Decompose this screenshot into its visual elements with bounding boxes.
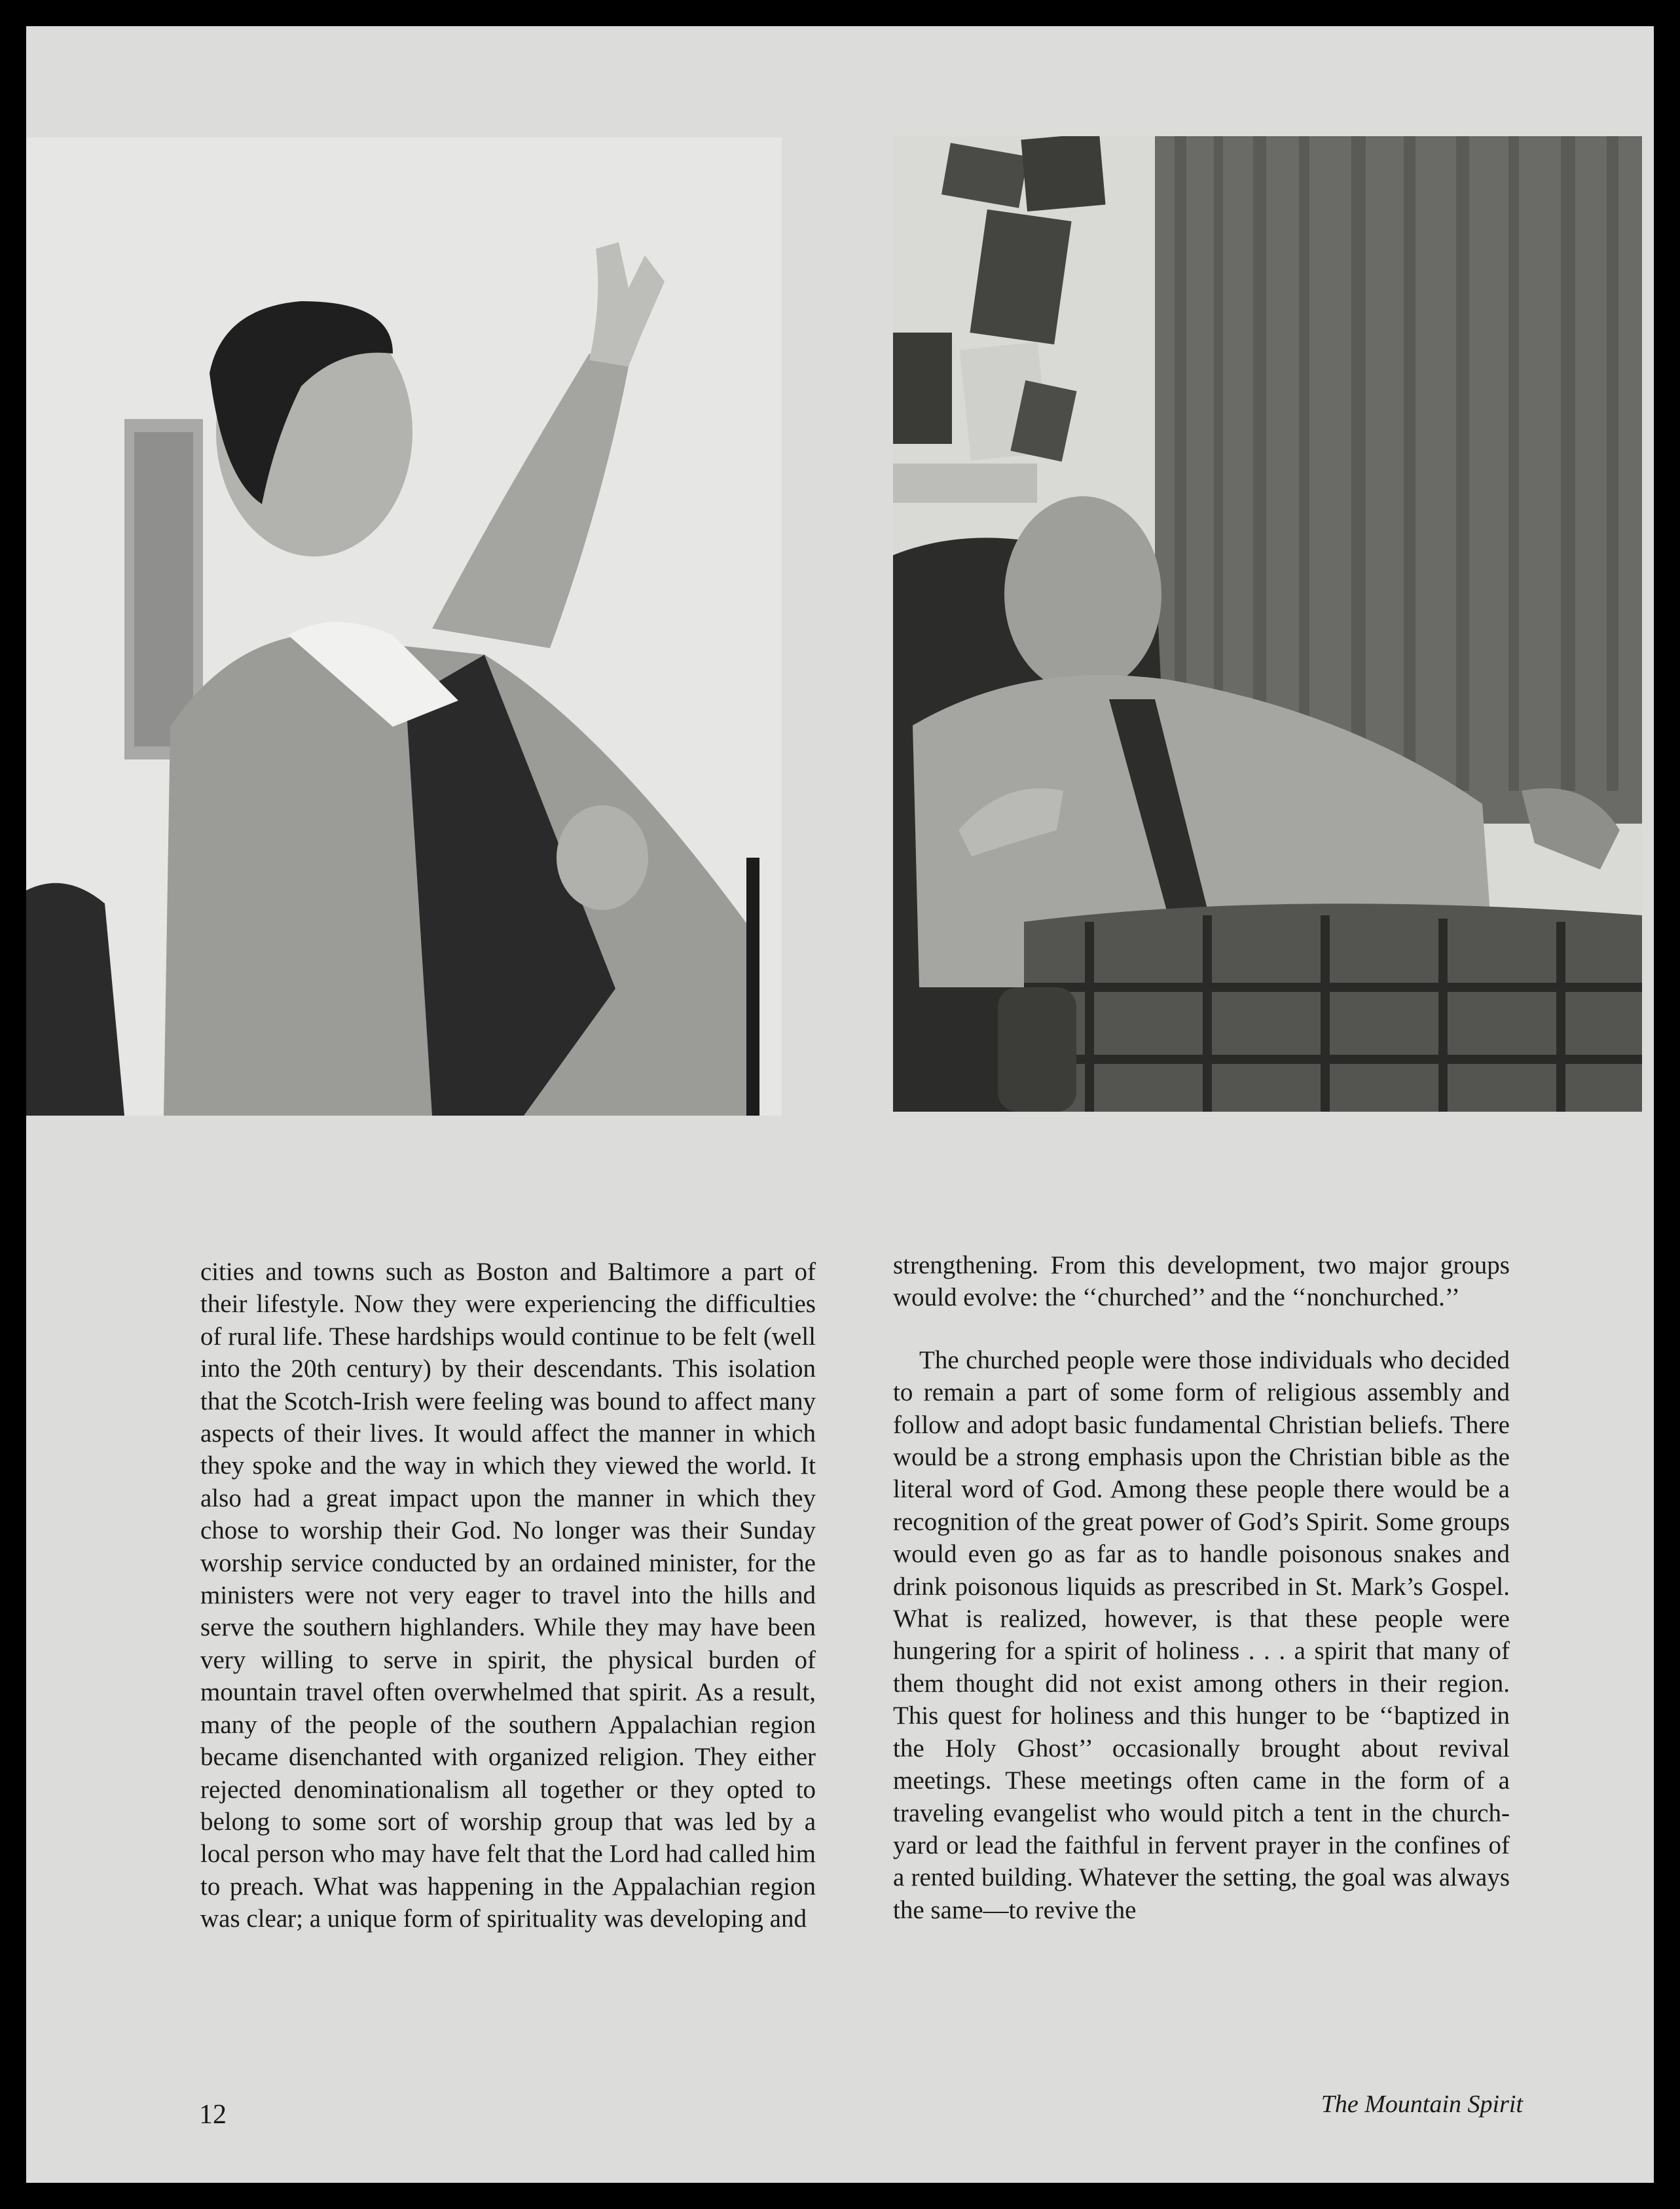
photo-elderly-man-praying-image (893, 136, 1642, 1112)
page-number: 12 (199, 2100, 227, 2130)
photo-singing-preacher-image (26, 137, 782, 1116)
article-column-left (200, 1256, 816, 1935)
article-paragraph: cities and towns such as Boston and Baltimore a part of their lifestyle. Now they were experiencing the difficulties of rural life. These hardships would continue to be felt (well into the 20th century) by their descendants. This isolation that the Scotch-Irish were feeling was bound to affect many aspects of their lives. It would affect the manner in which they spoke and the way in which they viewed the world. It also had a great impact upon the manner in which they chose to worship their God. No longer was their Sunday worship service conducted by an ordained minister, for the ministers were not very eager to travel into the hills and serve the southern highlanders. While they may have been very willing to serve in spirit, the physical burden of mountain travel often overwhelmed that spirit. As a result, many of the people of the southern Appalachian region became disenchanted with organized religion. They either rejected denominationalism all together or they opted to belong to some sort of worship group that was led by a local person who may have felt that the Lord had called him to preach. What was happening in the Appalachian region was clear; a unique form of spirituality was developing and (200, 1258, 816, 1933)
photo-elderly-man-praying (893, 136, 1642, 1112)
magazine-page (26, 26, 1654, 2183)
article-paragraph: strengthening. From this development, two major groups would evolve: the ‘‘churched’’ and the ‘‘nonchurched.’’ (893, 1251, 1510, 1312)
publication-title-footer: The Mountain Spirit (1321, 2090, 1523, 2118)
article-column-right (893, 1249, 1510, 1926)
photo-singing-preacher (26, 137, 782, 1116)
article-paragraph: The churched people were those individuals who decided to remain a part of some form of religious assembly and follow and adopt basic fundamental Christian beliefs. There would be a strong emphasis upon the Christian bible as the literal word of God. Among these people there would be a recognition of the great power of God’s Spirit. Some groups would even go as far as to handle poisonous snakes and drink poisonous liquids as prescribed in St. Mark’s Gospel. What is realized, however, is that these people were hungering for a spirit of holiness . . . a spirit that many of them thought did not exist among others in their region. This quest for holiness and this hunger to be ‘‘baptized in the Holy Ghost’’ occasionally brought about revival meetings. These meetings often came in the form of a traveling evangelist who would pitch a tent in the churchyard or lead the faithful in fervent prayer in the confines of a rented building. Whatever the setting, the goal was always the same—to revive the (893, 1345, 1510, 1924)
